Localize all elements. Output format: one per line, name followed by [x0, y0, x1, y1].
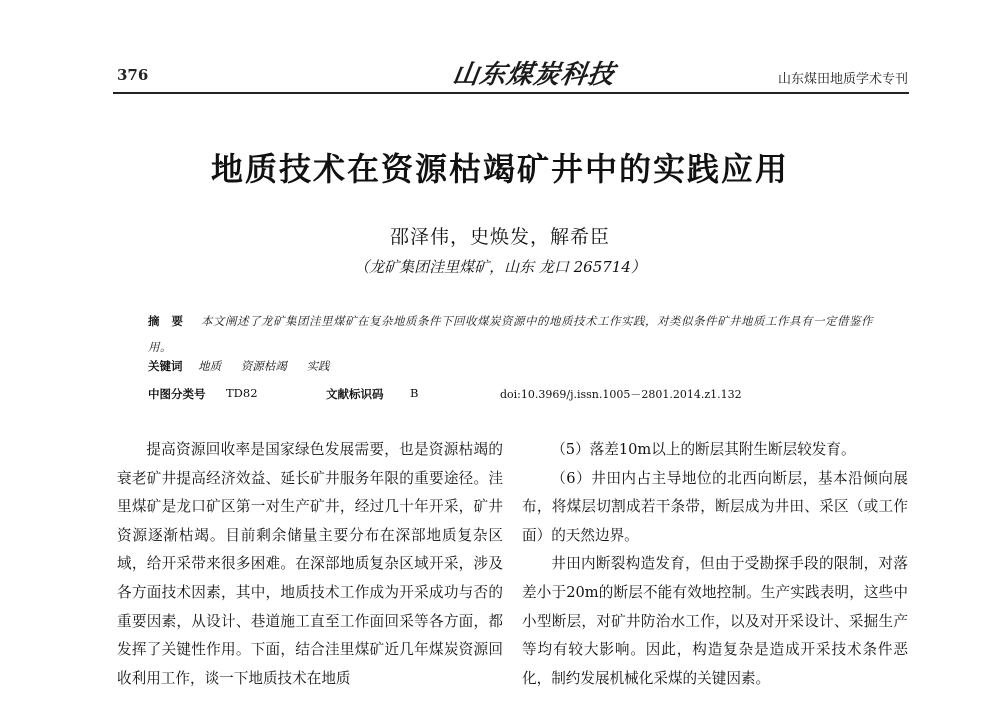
keywords-label: 关键词 [148, 359, 183, 373]
doi: doi:10.3969/j.issn.1005－2801.2014.z1.132 [500, 388, 742, 401]
abstract-text: 本文阐述了龙矿集团洼里煤矿在复杂地质条件下回收煤炭资源中的地质技术工作实践，对类似条件矿井地质工作具有一定借鉴作用。 [148, 314, 874, 354]
page-number: 376 [117, 66, 149, 84]
body-paragraph: 井田内断裂构造发育，但由于受勘探手段的限制，对落差小于20m的断层不能有效地控制。生产实践表明，这些中小型断层，对矿井防治水工作，以及对开采设计、采掘生产等均有较大影响。因此，构造复杂是造成开采技术条件恶化，制约发展机械化采煤的关键因素。 [522, 555, 908, 687]
class-number-value: TD82 [226, 386, 258, 400]
abstract-label: 摘 要 [148, 314, 188, 328]
keyword: 实践 [306, 359, 330, 373]
doc-code-label: 文献标识码 [326, 387, 384, 401]
journal-logo: 山东煤炭科技 [450, 60, 617, 90]
body-paragraph: 提高资源回收率是国家绿色发展需要，也是资源枯竭的衰老矿井提高经济效益、延长矿井服务年限的重要途径。洼里煤矿是龙口矿区第一对生产矿井，经过几十年开采，矿井资源逐渐枯竭。目前剩余储量主要分布在深部地质复杂区域，给开采带来很多困难。在深部地质复杂区域开采，涉及各方面技术因素，其中，地质技术工作成为开采成功与否的重要因素，从设计、巷道施工直至工作面回采等各方面，都发挥了关键性作用。下面，结合洼里煤矿近几年煤炭资源回收利用工作，谈一下地质技术在地质 [117, 441, 503, 687]
body-paragraph: （5）落差10m以上的断层其附生断层较发育。 [551, 441, 856, 458]
paper-title: 地质技术在资源枯竭矿井中的实践应用 [210, 150, 789, 188]
left-column [117, 436, 503, 693]
keyword: 资源枯竭 [240, 359, 287, 373]
authors: 邵泽伟，史焕发，解希臣 [389, 226, 610, 248]
body-paragraph: （6）井田内占主导地位的北西向断层，基本沿倾向展布，将煤层切割成若干条带，断层成为井田、采区（或工作面）的天然边界。 [522, 469, 908, 544]
abstract [148, 308, 878, 360]
keywords [148, 358, 345, 374]
right-column [522, 436, 908, 693]
special-issue-label: 山东煤田地质学术专刊 [777, 72, 908, 87]
doc-code-value: B [410, 386, 419, 400]
class-number-label: 中图分类号 [148, 387, 206, 401]
affiliation: （龙矿集团洼里煤矿，山东 龙口 265714） [354, 258, 646, 276]
header-rule [113, 92, 909, 94]
keyword: 地质 [198, 359, 222, 373]
